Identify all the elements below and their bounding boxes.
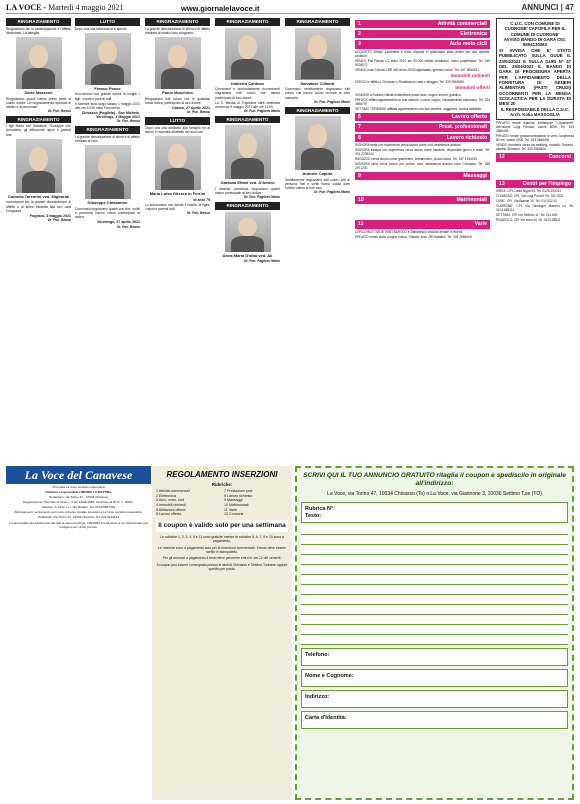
paper-date: LA VOCE - Martedì 4 maggio 2021 bbox=[6, 3, 124, 12]
page-header bbox=[6, 3, 574, 14]
ad-text: CERCO BOTTIGLIE VINO BAROLO e Barbaresco vecchie annate e recenti. bbox=[355, 229, 464, 234]
ad-coupon-form[interactable] bbox=[295, 466, 574, 800]
obit-photo bbox=[155, 37, 201, 89]
tender-notice: C.U.C. CON COMUNE DI CUORGNE' CAPOFILA PER IL COMUNE DI CUORGNE' AVVISO BANDO DI GARA CIG: 8554130363 SI AVVISA CHE E' STATO PUBBLICATO SULLA GUUE IL 23/04/2021 E SULLA GURI N° 47 DEL 26/04/2021 IL BANDO DI GARA DI PROCEDURA APERTA PER L'AFFIDAMENTO DELLA FORNITURA DI GENERI ALIMENTARI (PASTI CRUDI) OCCORRENTI PER LA MENSA SCOLASTICA PER LA DURATA DI MESI 20 IL RESPONSABILE DELLA C.U.C. Arch. Katia MASSOGLIA bbox=[496, 18, 574, 120]
obit-photo bbox=[225, 125, 271, 179]
ad-text: IVREA: CPI Corso Nigra 69, Tel. 0125.253011 bbox=[496, 188, 561, 193]
form-heading: SCRIVI QUI IL TUO ANNUNCIO GRATUITO ritaglia il coupon e spediscilo in originale all'indirizzo: bbox=[303, 472, 566, 488]
ad-text: CUORGNE': CPI, Via Giuseppe Mazzini 14, Tel. 0124.655111 bbox=[496, 203, 574, 212]
ad-text: VENDESI a Rosario villetta unifamiliare posto auto, doppio servizi, giardino. bbox=[355, 93, 462, 98]
obit-column-1 bbox=[6, 18, 71, 223]
obit-photo bbox=[225, 28, 271, 80]
obit-tag: RINGRAZIAMENTO bbox=[215, 202, 280, 210]
obit-sign: Or. Fun. Besso bbox=[186, 110, 210, 115]
obit-text: I figli Maria con Salvatore, Giuseppe con Antonietta, gli affezionati nipoti e parenti tutti. bbox=[6, 124, 71, 137]
obit-text: La grande dimostrazione di stima e di affetto tributata al caro bbox=[75, 134, 140, 144]
obit-sign: Or. Fun. Besso bbox=[116, 224, 140, 229]
obit-tag: LUTTO bbox=[75, 18, 140, 26]
ad-text: PRIVATO vende diploma, soffiaspole "L'Assisente" dell'ottone Luigi Pomaio, valore 800€. Tel. 333 2566406 bbox=[496, 121, 574, 134]
obit-name: Dario Mazzone bbox=[24, 89, 53, 95]
obit-sign: Or. Fun. Besso bbox=[116, 119, 140, 124]
rubrics-list: 1 Attività commerciali 7 Prestazioni prof. 2 Elettronica 8 Lavoro richiesto 3 Auto, moto, cicli 9 Massaggi 4 Immobili richiesti 10 Matrimoniali 5 Abitazioni offerte 11 Varie 6 Lavoro offerto 12 Concorsi bbox=[156, 488, 253, 517]
masthead-box: La Voce del Canavese Proprietà La Voce società cooperativa Direttore responsabile LIBORIO LA MATTINA Redazione: via Torino 47 - 10034 Chivasso Registrazione Tribunale di Ivrea n. 3 del 13/04/1993. Iscrizione al ROC n. 15097. Stampa: S.T.E.P. s.r.l. Via Rodaro, Tel. 0131/5567200 Abbonamenti: versamento sul conto corrente postale intestato a La Voce società cooperativa. Pubblicità: Via Torino 47, 10034 Chivasso Tel. 011.9131151 Il responsabile del trattamento dei dati ai sensi del D.lgs. 196/2003 è il Direttore a cui l'interessato può rivolgersi per i diritti previsti. bbox=[6, 466, 151, 800]
rubric-bar: 3 Auto moto cicli bbox=[355, 40, 490, 48]
ad-text: PRIVATO affitta appartamento di due camere, cucina, bagno, riscaldamento autonomo. Tel. 333 4598797 bbox=[355, 98, 490, 107]
id-card-field[interactable]: Carta d'Identità: bbox=[301, 711, 568, 729]
obit-tag: RINGRAZIAMENTO bbox=[285, 107, 350, 115]
site-url[interactable]: www.giornalelavoce.it bbox=[181, 4, 260, 13]
obit-date: Verolengo, 27 aprile 2021 bbox=[97, 220, 140, 225]
obit-text: Commossi ringraziano quanti con fiori, scritti e presenza hanno voluto partecipare al dolore. bbox=[75, 206, 140, 220]
obit-text: Ringraziamo per la partecipazione e l'affetto dimostrato. La famiglia. bbox=[6, 26, 71, 35]
obit-tag: RINGRAZIAMENTO bbox=[285, 18, 350, 26]
form-address: La Voce, via Torino 47, 10034 Chivasso (To) o La Voce, via Giannone 3, 10036 Settimo T.se (TO) bbox=[327, 491, 542, 498]
section-page: ANNUNCI | 47 bbox=[521, 3, 574, 12]
obit-date: Caluso, 27 Aprile 2021 bbox=[171, 105, 210, 110]
obit-text: Ringraziano tutti coloro che in qualsiasi modo hanno partecipato al loro dolore. bbox=[145, 96, 210, 105]
obit-sign: Or. Fun. Besso bbox=[47, 108, 71, 113]
obit-text: Dopo una vita laboriosa si è spento bbox=[75, 26, 127, 31]
obit-photo bbox=[295, 116, 341, 170]
obit-column-5 bbox=[285, 18, 350, 195]
obit-name: Paolo Moschino bbox=[162, 89, 193, 95]
ad-text: VENDO bicicletta corsa da trekking, modello Torpedo, cambio Shimano. Tel. 333 2566406 bbox=[496, 143, 574, 152]
obit-sign: Or. Fun. Pagliero Mario bbox=[243, 195, 280, 200]
rubric-bar: 10 Matrimoniali bbox=[355, 196, 490, 204]
rubric-heading: Immobili richiesti bbox=[450, 73, 490, 79]
obit-photo bbox=[225, 212, 271, 252]
obit-name: Franco Posse bbox=[94, 85, 121, 91]
coupon-note: Il coupon è valido solo per una settimana bbox=[156, 520, 288, 532]
obit-sign: Or. Fun. Pagliero Mario bbox=[243, 108, 280, 113]
rubric-field[interactable]: Rubrica N°: Testo: bbox=[301, 502, 568, 523]
obit-photo bbox=[16, 37, 62, 89]
ad-text: CHIVASSO: CPI, Via Luigi Ponti 6 Tel. 011.9131 bbox=[496, 193, 564, 198]
obit-tag: RINGRAZIAMENTO bbox=[215, 18, 280, 26]
obit-text: Annunciano con grande dolore la moglie, i figli, i nipoti e parenti tutti. bbox=[75, 92, 140, 101]
obit-date: di anni 79 bbox=[193, 197, 210, 202]
text-lines[interactable] bbox=[301, 525, 568, 645]
obit-date: Foglizzo, 3 maggio 2021 bbox=[29, 213, 71, 218]
rubric-bar: 12 Concorsi bbox=[496, 153, 574, 161]
obit-text: Dopo una vita dedicata alla famiglia ed al lavoro è mancata all'affetto dei suoi cari bbox=[145, 125, 210, 134]
rules-title: REGOLAMENTO INSERZIONI bbox=[166, 470, 278, 479]
rubric-bar: 1 Attività commerciali bbox=[355, 20, 490, 28]
ad-text: SIGNORA seria cerca lavoro per pulizie, stiro, assistenza anziani zona Chivasso. Tel. 388 2971240 bbox=[355, 161, 490, 170]
obit-tag: RINGRAZIAMENTO bbox=[6, 18, 71, 26]
obit-column-3 bbox=[145, 18, 210, 216]
obit-name: Antonio Caputo bbox=[302, 171, 333, 177]
ad-text: RAGAZZO cerca lavoro come giardiniere, imbianchino, piccoli lavori. Tel. 347 1784015 bbox=[355, 156, 478, 161]
rubric-bar: 11 Varie bbox=[355, 220, 490, 228]
obit-tag: RINGRAZIAMENTO bbox=[145, 18, 210, 26]
obit-photo bbox=[85, 145, 131, 199]
rubric-bar: 8 Lavoro richiesto bbox=[355, 134, 490, 142]
rubric-bar: 7 Prest. professionali bbox=[355, 123, 490, 131]
obit-photo bbox=[85, 33, 131, 85]
obit-text: Lo annunciano con dolore il marito, la figlia, i nipoti e parenti tutti. bbox=[145, 202, 210, 211]
rubric-heading: Immobili offerti bbox=[455, 86, 490, 92]
obit-text: Sentitamente ringraziano tutti coloro che di persona, fiori e scritti hanno voluto dare l'ultimo saluto al loro caro. bbox=[285, 177, 350, 191]
obit-sign: Or. Fun. Pagliero Mario bbox=[243, 258, 280, 263]
obit-text: Commossi e profondamente riconoscenti ringraziano tutti coloro che hanno partecipato al loro dolore. bbox=[215, 87, 280, 100]
rules-box: REGOLAMENTO INSERZIONI Rubriche: 1 Attività commerciali 7 Prestazioni prof. 2 Elettronica 8 Lavoro richiesto 3 Auto, moto, cicli 9 Massaggi 4 Immobili richiesti 10 Matrimoniali 5 Abitazioni offerte 11 Varie 6 Lavoro offerto 12 Concorsi Il coupon è valido solo per una settimana Le rubriche 1, 2, 3, 4, 8 e 11 sono gratuite mentre le rubriche 5, 6, 7, 9 e 10 sono a pagamento. Le rubriche sono a pagamento solo per le inserzioni commerciali. Il testo deve essere scritto in stampatello. Per gli annunci a pagamento il testo deve pervenire entro le ore 12 del venerdì. Il coupon può essere consegnato presso le sedi di Chivasso e Settimo Torinese oppure spedito per posta. bbox=[152, 466, 292, 800]
obit-text: La S. Messa di Trigesima sarà celebrata domenica 9 maggio 2021 alle ore 11.00. bbox=[215, 100, 280, 109]
obit-tag: LUTTO bbox=[145, 117, 210, 125]
ad-text: ACQUISTO Vespa, Lambretta e moto d'epoca in qualunque stato anche per uso ricambi. Amatore. bbox=[355, 49, 490, 58]
obit-name: Umberto Cantone bbox=[230, 80, 265, 86]
obit-name: Anna Maria D'alba ved. Ali bbox=[222, 252, 273, 258]
phone-field[interactable]: Telefono: bbox=[301, 648, 568, 666]
obit-sign: Or. Fun. Besso bbox=[47, 218, 71, 223]
obit-column-4 bbox=[215, 18, 280, 264]
ad-text: SIGNORA seria con esperienza cerca lavoro come colf, assistenza anziani. bbox=[355, 142, 462, 147]
rubric-bar: 2 Elettronica bbox=[355, 30, 490, 38]
obit-text: La grande dimostrazione di stima e di affetto tributata al nostro caro congiunto. bbox=[145, 26, 210, 35]
ad-text: SIGNORA italiana con esperienza cerca lavoro come badante, disponibile giorno e notte. Tel. 331 2235304 bbox=[355, 147, 490, 156]
obit-name: Carmela Tarentini ved. Miglioran bbox=[7, 193, 70, 199]
obit-text: I familiari commossi ringraziano quanti hanno partecipato al loro dolore. bbox=[215, 187, 280, 196]
obit-date: Chivasso (Pogliola) - San Michele, Verolengo, 1 Maggio 2021 bbox=[81, 110, 140, 120]
ad-text: SETTIMO TORINESE affittasi appartamento con due camere, soggiorno, cucina abitabile. bbox=[355, 107, 482, 112]
ad-text: SETTIMO: CPI Via Settimo 11, Tel. 011.800 bbox=[496, 212, 558, 217]
obit-text: riconoscenti per la grande dimostrazione di affetto e di stima tributata alla loro cara Congiunta. bbox=[6, 200, 71, 213]
rubric-bar: 9 Massaggi bbox=[355, 172, 490, 180]
ad-text: VENDO moto Honda CBR 600 anno 2005 tagliandata, gomme nuove. Tel. 347 6654321 bbox=[355, 67, 479, 72]
name-field[interactable]: Nome e Cognome: bbox=[301, 669, 568, 687]
obit-sign: Or. Fun. Pagliero Mario bbox=[313, 99, 350, 104]
obit-sign: Or. Fun. Pagliero Mario bbox=[313, 190, 350, 195]
rubric-bar: 13 Centri per l'impiego bbox=[496, 180, 574, 188]
obit-tag: RINGRAZIAMENTO bbox=[215, 116, 280, 124]
ad-text: PRIVATO vende grossa lampadario in vetro, lunghezza 80 cm, valore 200€. Tel. 333 2566406 bbox=[496, 134, 574, 143]
obit-tag: RINGRAZIAMENTO bbox=[75, 126, 140, 134]
ad-text: CIRIE': CPI, Via Biaune 10, Tel. 011.922.11 bbox=[496, 198, 557, 203]
obit-name: Salvatore Ciliberti bbox=[300, 80, 335, 86]
obit-photo bbox=[155, 136, 201, 190]
obit-text: Ringraziamo quanti hanno preso parte al nostro dolore. Un ringraziamento speciale ai medici e al personale. bbox=[6, 96, 71, 109]
obit-photo bbox=[295, 28, 341, 80]
obit-photo bbox=[16, 139, 62, 193]
obit-sign: Or. Fun. Besso bbox=[186, 211, 210, 216]
obit-text: Il funerale avrà luogo sabato 1 maggio 2021 alle ore 10.30 nella Parrocchia. bbox=[75, 101, 140, 110]
classifieds-column bbox=[355, 18, 490, 240]
ad-text: PRIVATO vende stufa a legna marca "Vittoria" euro 250 trattabili. Tel. 333 2566406 bbox=[355, 234, 472, 239]
ad-text: RIVAROLO: CPI Via Ivrea 40 Tel. 0124.48511 bbox=[496, 217, 561, 222]
obit-name: Gaetana Elfani ved. D'Amico bbox=[220, 180, 275, 186]
address-field[interactable]: Indirizzo: bbox=[301, 690, 568, 708]
obit-tag: RINGRAZIAMENTO bbox=[6, 116, 71, 124]
obit-column-2 bbox=[75, 18, 140, 230]
obit-name: Giuseppe Chiavarino bbox=[87, 200, 128, 206]
rubric-bar: 6 Lavoro offerto bbox=[355, 113, 490, 121]
right-column bbox=[496, 18, 574, 223]
ad-text: VENDO Fiat Panda 1.2 anno 2010 km 90.000 ottime condizioni, unico proprietario. Tel. 340 5708072 bbox=[355, 58, 490, 67]
obit-text: Commossi, sentitamente ringraziano tutti coloro che hanno voluto onorare la cara memoria. bbox=[285, 87, 350, 100]
obit-name: Maria Luisa Ghezzo in Ferrini bbox=[149, 190, 206, 196]
ad-text: CERCO in affitto a Chivasso o Rondissone casa o alloggio. Tel. 333 9963080 bbox=[355, 80, 464, 85]
masthead-logo: La Voce del Canavese bbox=[6, 466, 151, 484]
